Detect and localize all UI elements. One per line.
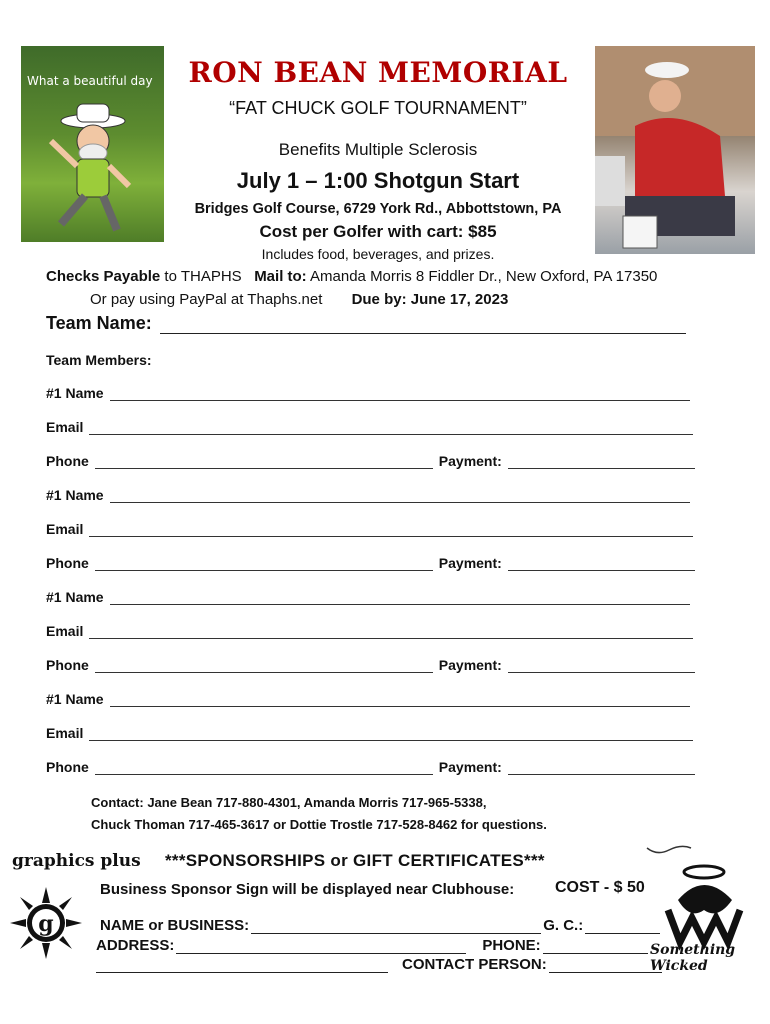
graphics-plus-sun-logo-icon bbox=[8, 885, 84, 961]
svg-text:g: g bbox=[38, 911, 54, 937]
member-name-line[interactable] bbox=[110, 386, 690, 401]
member-name-field[interactable] bbox=[46, 385, 690, 401]
sponsor-contact-line[interactable] bbox=[549, 957, 662, 973]
sponsor-contact-label: CONTACT PERSON: bbox=[402, 956, 547, 973]
member-payment-label: Payment: bbox=[438, 555, 502, 571]
member-name-line[interactable] bbox=[110, 488, 690, 503]
benefits-line: Benefits Multiple Sclerosis bbox=[278, 140, 478, 159]
event-date: July 1 – 1:00 Shotgun Start bbox=[236, 168, 520, 193]
paypal-line bbox=[90, 291, 508, 308]
checks-label: Checks Payable bbox=[46, 268, 161, 285]
member-name-field[interactable] bbox=[46, 487, 690, 503]
cartoon-golfer-photo bbox=[21, 46, 164, 242]
member-email-label: Email bbox=[46, 521, 84, 537]
member-name-line[interactable] bbox=[110, 590, 690, 605]
sponsor-address-line[interactable] bbox=[176, 938, 466, 954]
paypal-text: Or pay using PayPal at Thaphs.net bbox=[90, 291, 323, 308]
sponsor-name-line[interactable] bbox=[251, 918, 541, 934]
member-email-line[interactable] bbox=[89, 522, 693, 537]
member-email-line[interactable] bbox=[89, 726, 693, 741]
golfers-photo bbox=[595, 46, 755, 254]
member-payment-line[interactable] bbox=[508, 760, 695, 775]
photo-caption: What a beautiful day bbox=[27, 74, 153, 88]
checks-to: to THAPHS bbox=[160, 268, 242, 285]
member-email-field[interactable] bbox=[46, 419, 693, 435]
member-name-field[interactable] bbox=[46, 589, 690, 605]
member-email-field[interactable] bbox=[46, 623, 693, 639]
member-email-field[interactable] bbox=[46, 725, 693, 741]
member-payment-label: Payment: bbox=[438, 657, 502, 673]
event-title: RON BEAN MEMORIAL bbox=[188, 56, 568, 89]
member-phone-row bbox=[46, 453, 695, 469]
member-payment-label: Payment: bbox=[438, 453, 502, 469]
team-name-line[interactable] bbox=[160, 315, 686, 334]
member-name-label: #1 Name bbox=[46, 487, 104, 503]
member-phone-line[interactable] bbox=[95, 556, 433, 571]
team-name-field[interactable] bbox=[46, 313, 686, 334]
decorative-flourish-icon bbox=[645, 842, 693, 856]
sponsor-sign-text: Business Sponsor Sign will be displayed near Clubhouse: bbox=[100, 881, 515, 898]
member-email-label: Email bbox=[46, 419, 84, 435]
member-phone-label: Phone bbox=[46, 657, 89, 673]
due-date: Due by: June 17, 2023 bbox=[351, 291, 509, 308]
mail-address: Amanda Morris 8 Fiddler Dr., New Oxford, PA 17350 bbox=[306, 268, 658, 285]
member-name-label: #1 Name bbox=[46, 385, 104, 401]
mail-label: Mail to: bbox=[254, 268, 307, 285]
member-name-label: #1 Name bbox=[46, 589, 104, 605]
member-phone-label: Phone bbox=[46, 555, 89, 571]
sponsor-name-label: NAME or BUSINESS: bbox=[100, 917, 250, 934]
member-email-line[interactable] bbox=[89, 420, 693, 435]
member-phone-row bbox=[46, 555, 695, 571]
sponsor-address-label: ADDRESS: bbox=[96, 937, 175, 954]
something-wicked-text: Something Wicked bbox=[650, 942, 736, 974]
member-name-label: #1 Name bbox=[46, 691, 104, 707]
member-phone-label: Phone bbox=[46, 453, 89, 469]
member-name-field[interactable] bbox=[46, 691, 690, 707]
contact-info bbox=[91, 792, 547, 836]
sponsor-phone-label: PHONE: bbox=[482, 937, 541, 954]
member-phone-row bbox=[46, 657, 695, 673]
member-phone-label: Phone bbox=[46, 759, 89, 775]
sponsor-name-row bbox=[100, 917, 660, 934]
member-payment-line[interactable] bbox=[508, 454, 695, 469]
sponsorship-heading: ***SPONSORSHIPS or GIFT CERTIFICATES*** bbox=[165, 851, 545, 870]
member-email-line[interactable] bbox=[89, 624, 693, 639]
sponsor-cost: COST - $ 50 bbox=[555, 879, 645, 896]
includes-line: Includes food, beverages, and prizes. bbox=[261, 246, 495, 262]
cost-per-golfer: Cost per Golfer with cart: $85 bbox=[259, 222, 497, 241]
sponsor-phone-line[interactable] bbox=[543, 938, 648, 954]
member-payment-line[interactable] bbox=[508, 658, 695, 673]
member-payment-line[interactable] bbox=[508, 556, 695, 571]
sponsor-address-line-2[interactable] bbox=[96, 957, 388, 973]
member-phone-row bbox=[46, 759, 695, 775]
contact-line-1: Contact: Jane Bean 717-880-4301, Amanda Morris 717-965-5338, bbox=[91, 795, 487, 810]
member-email-field[interactable] bbox=[46, 521, 693, 537]
team-name-label: Team Name: bbox=[46, 313, 152, 333]
tournament-name: “FAT CHUCK GOLF TOURNAMENT” bbox=[229, 98, 527, 118]
course-location: Bridges Golf Course, 6729 York Rd., Abbottstown, PA bbox=[194, 201, 562, 217]
sponsor-contact-row bbox=[96, 956, 662, 973]
member-name-line[interactable] bbox=[110, 692, 690, 707]
member-payment-label: Payment: bbox=[438, 759, 502, 775]
member-email-label: Email bbox=[46, 725, 84, 741]
member-phone-line[interactable] bbox=[95, 658, 433, 673]
graphics-plus-brand: graphics plus bbox=[12, 851, 141, 871]
sponsor-address-row bbox=[96, 937, 648, 954]
team-members-heading: Team Members: bbox=[46, 352, 152, 368]
contact-line-2: Chuck Thoman 717-465-3617 or Dottie Trostle 717-528-8462 for questions. bbox=[91, 817, 547, 832]
member-email-label: Email bbox=[46, 623, 84, 639]
checks-payable-line bbox=[46, 268, 657, 285]
gift-certificate-label: G. C.: bbox=[543, 917, 584, 934]
member-phone-line[interactable] bbox=[95, 760, 433, 775]
member-phone-line[interactable] bbox=[95, 454, 433, 469]
